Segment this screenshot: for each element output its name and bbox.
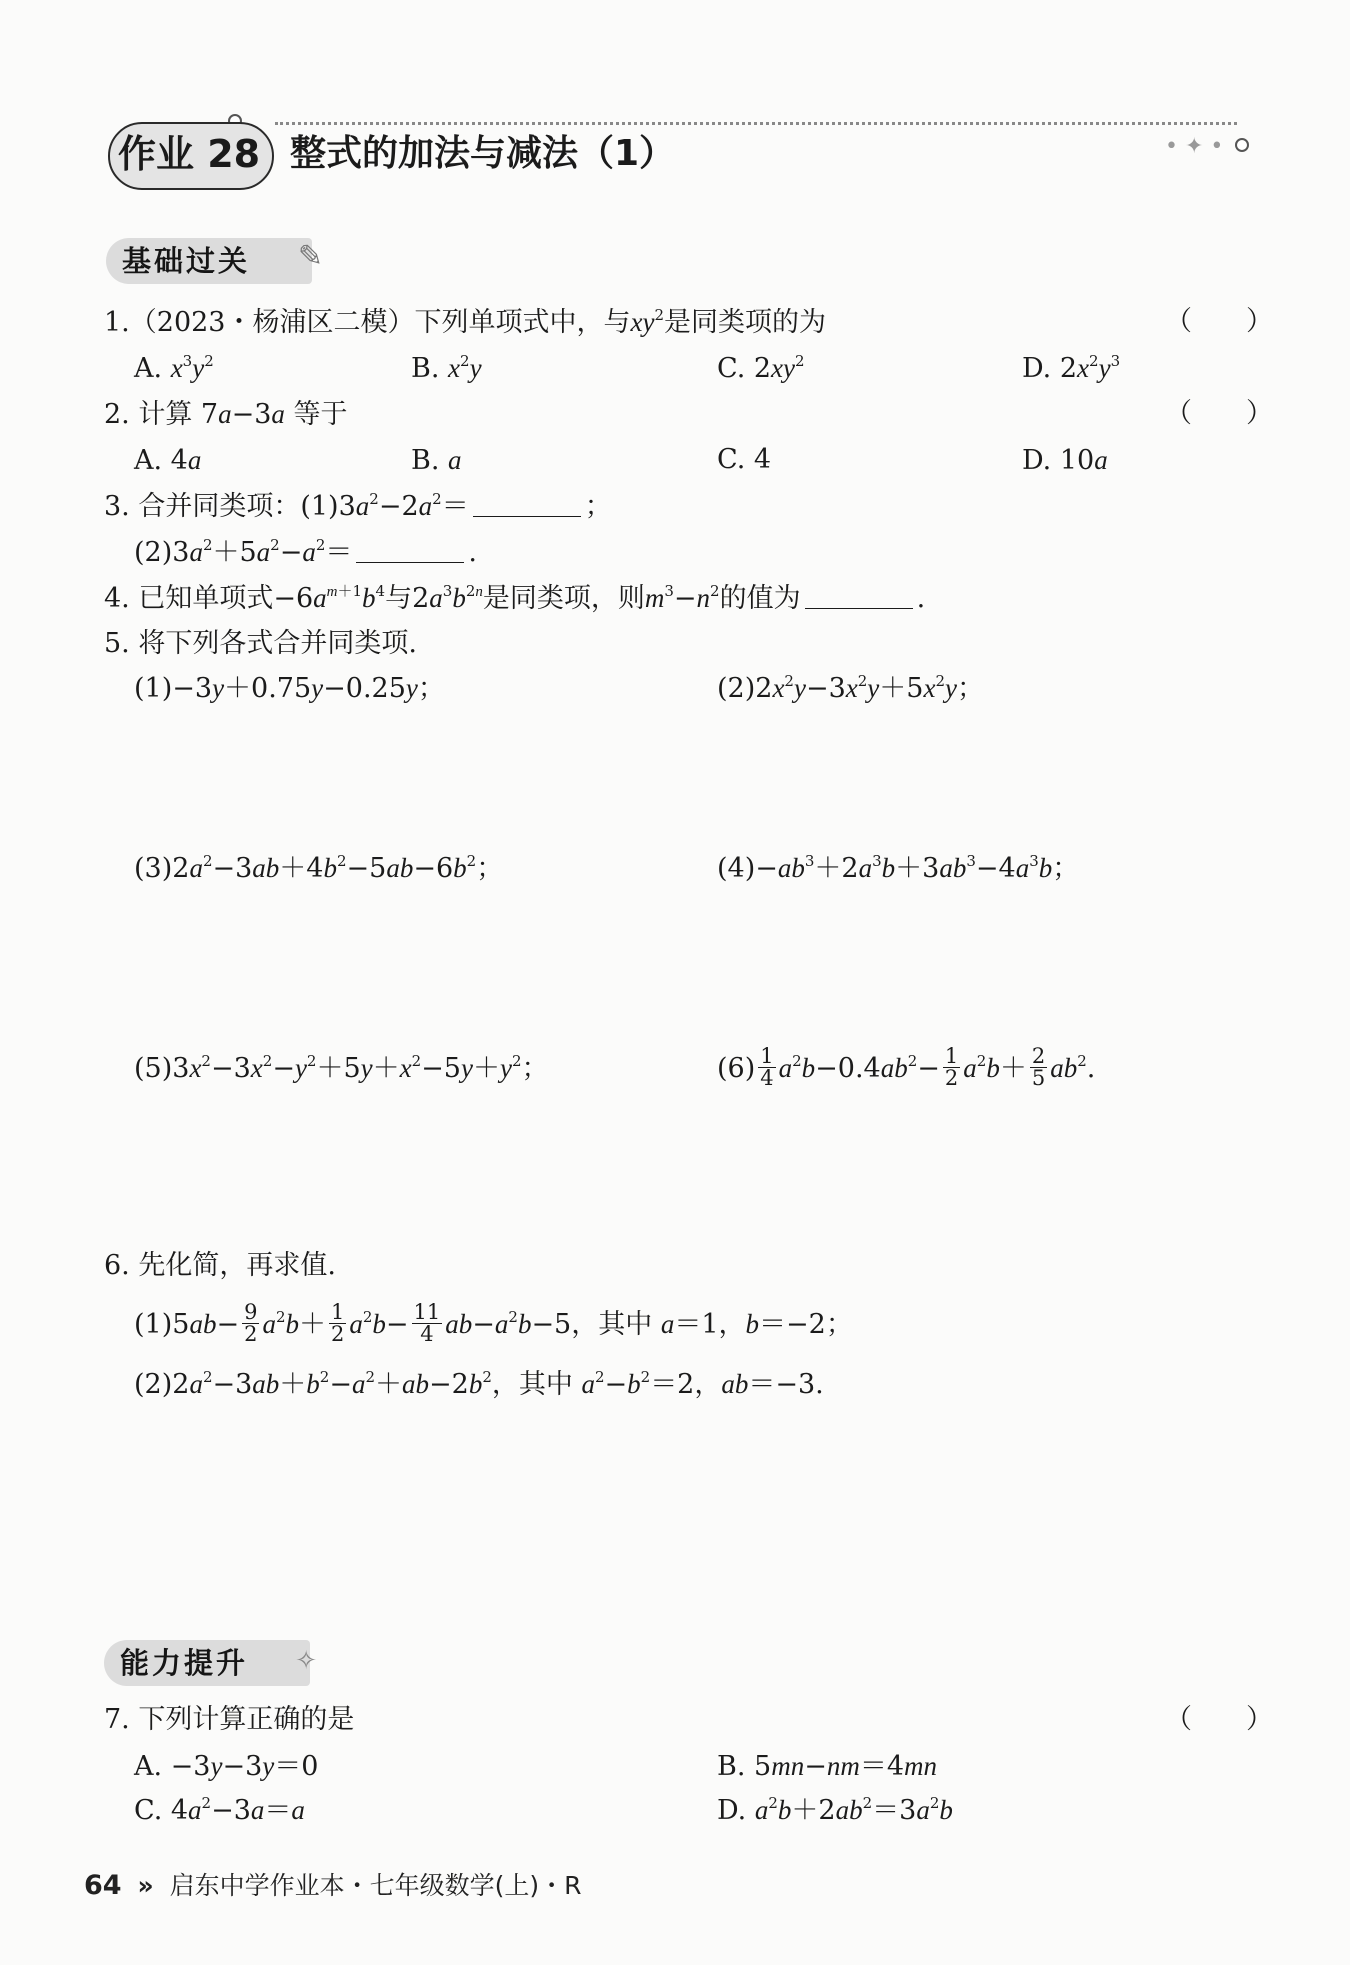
question-3-part-2: $(2)3a^2+5a^2-a^2=$ . — [134, 536, 477, 568]
page-title: 整式的加法与减法（1） — [290, 133, 676, 174]
page-footer — [84, 1866, 582, 1906]
question-1: 1.（2023・杨浦区二模）下列单项式中，与$xy^2$是同类项的为 — [104, 306, 826, 338]
q7-option-c: C. $4a^2-3a=a$ — [134, 1794, 305, 1826]
answer-paren-7[interactable]: （ ） — [1165, 1704, 1273, 1735]
book-title: 启东中学作业本・七年级数学(上)・R — [169, 1871, 582, 1900]
question-4: 4. 已知单项式$-6a^{m+1}b^4$与$2a^3b^{2n}$是同类项，则$m^3-n^2$的值为 . — [104, 582, 926, 614]
q2-option-a: A. 4a — [134, 445, 202, 476]
question-3: 3. 合并同类项：$(1)3a^2-2a^2=$ ； — [104, 490, 612, 522]
pencil-icon: ✎ — [297, 239, 326, 274]
q7-option-d: D. $a^2b+2ab^2=3a^2b$ — [717, 1794, 953, 1826]
question-5-part-3: $(3)2a^2-3ab+4b^2-5ab-6b^2$； — [134, 852, 504, 884]
section-advanced — [104, 1640, 320, 1686]
q7-option-a: A. −3y−3y＝0 — [134, 1751, 319, 1782]
q1-option-b: B. $x^2y$ — [411, 352, 482, 384]
question-2: 2. 计算 7a−3a 等于 — [104, 399, 348, 430]
q2-option-d: D. 10a — [1022, 445, 1108, 476]
question-6-part-1: (1)5ab− $\frac{9}{2}$ $a^2b+$ $\frac{1}{2}$ $a^2b-$ $\frac{11}{4}$ $ab-a^2b-5$，其中 a＝1，b＝−2； — [134, 1300, 853, 1346]
question-5-part-1: (1)−3y＋0.75y−0.25y； — [134, 673, 445, 704]
q7-option-b: B. 5mn−nm＝4mn — [717, 1751, 938, 1782]
q1-option-a: A. $x^3y^2$ — [134, 352, 214, 384]
question-7: 7. 下列计算正确的是 — [104, 1704, 355, 1735]
sparkle-icon: • ✦ • — [1165, 134, 1224, 159]
section-basic — [106, 238, 326, 284]
question-5-part-2: $(2)2x^2y-3x^2y+5x^2y$； — [717, 672, 984, 704]
chevron-right-icon: » — [137, 1871, 154, 1900]
question-6-part-2: $(2)2a^2-3ab+b^2-a^2+ab-2b^2$，其中 $a^2-b^2=2$，ab＝−3. — [134, 1368, 824, 1400]
answer-paren-2[interactable]: （ ） — [1165, 398, 1273, 429]
q1-option-c: C. $2xy^2$ — [717, 352, 805, 384]
question-6: 6. 先化简，再求值. — [104, 1250, 336, 1281]
q2-option-c: C. 4 — [717, 444, 772, 475]
section-basic-label: 基础过关 — [122, 244, 251, 278]
q1-option-d: D. $2x^2y^3$ — [1022, 352, 1121, 384]
sparkle-icon: ✧ — [295, 1646, 320, 1676]
page-number: 64 — [84, 1870, 122, 1901]
fill-blank[interactable] — [473, 515, 581, 517]
assignment-number: 作业 28 — [118, 132, 261, 176]
section-advanced-label: 能力提升 — [120, 1646, 249, 1680]
q2-option-b: B. a — [411, 445, 462, 476]
question-5-part-6: (6) $\frac{1}{4}$ $a^2b-0.4ab^2-$ $\frac{1}{2}$ $a^2b+$ $\frac{2}{5}$ $ab^2$. — [717, 1044, 1096, 1090]
fill-blank[interactable] — [805, 607, 913, 609]
header-dotted-rule — [275, 122, 1237, 125]
question-5: 5. 将下列各式合并同类项. — [104, 628, 417, 659]
answer-paren-1[interactable]: （ ） — [1165, 306, 1273, 337]
ring-decoration — [1235, 138, 1249, 152]
question-5-part-4: $(4)-ab^3+2a^3b+3ab^3-4a^3b$； — [717, 852, 1080, 884]
fill-blank[interactable] — [356, 561, 464, 563]
question-5-part-5: $(5)3x^2-3x^2-y^2+5y+x^2-5y+y^2$； — [134, 1052, 549, 1084]
